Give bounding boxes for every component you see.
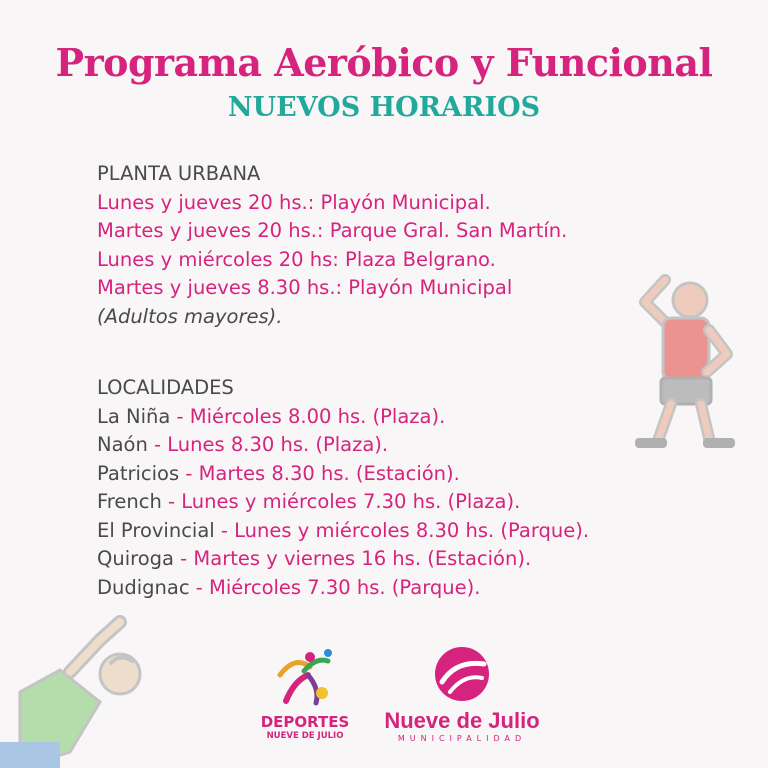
locality-row bbox=[97, 488, 589, 517]
separator: - bbox=[189, 575, 210, 599]
section-heading: PLANTA URBANA bbox=[97, 162, 261, 185]
locality-schedule: Martes 8.30 hs. (Estación). bbox=[198, 461, 460, 485]
locality-schedule: Miércoles 7.30 hs. (Parque). bbox=[209, 575, 481, 599]
page-title: Programa Aeróbico y Funcional bbox=[55, 40, 713, 85]
deportes-emblem-icon bbox=[270, 645, 340, 707]
locality-row bbox=[97, 574, 589, 603]
locality-row bbox=[97, 545, 589, 574]
locality-schedule: Miércoles 8.00 hs. (Plaza). bbox=[189, 404, 446, 428]
separator: - bbox=[214, 518, 235, 542]
schedule-line: Martes y jueves 20 hs.: Parque Gral. San Martín. bbox=[97, 219, 568, 242]
localidades-section bbox=[97, 374, 589, 602]
municipalidad-emblem-icon bbox=[434, 646, 490, 702]
locality-name: Naón bbox=[97, 433, 148, 456]
separator: - bbox=[161, 490, 182, 513]
municipalidad-logo-title: Nueve de Julio bbox=[384, 708, 540, 733]
municipalidad-logo-subtitle: MUNICIPALIDAD bbox=[397, 734, 527, 743]
schedule-line: Lunes y miércoles 20 hs: Plaza Belgrano. bbox=[97, 247, 496, 271]
locality-name: Dudignac bbox=[97, 575, 190, 599]
schedule-line: Martes y jueves 8.30 hs.: Playón Municipal bbox=[97, 276, 513, 299]
municipalidad-logo bbox=[372, 646, 552, 746]
locality-name: La Niña bbox=[97, 404, 171, 428]
locality-schedule: Martes y viernes 16 hs. (Estación). bbox=[193, 547, 532, 570]
locality-row bbox=[97, 460, 589, 489]
locality-row bbox=[97, 517, 589, 546]
stretching-person-illustration bbox=[0, 612, 150, 768]
separator: - bbox=[147, 433, 168, 456]
separator: - bbox=[173, 547, 194, 570]
locality-schedule: Lunes 8.30 hs. (Plaza). bbox=[167, 433, 389, 456]
locality-row bbox=[97, 431, 589, 460]
page-subtitle: NUEVOS HORARIOS bbox=[227, 92, 541, 123]
locality-row bbox=[97, 403, 589, 432]
section-heading: LOCALIDADES bbox=[97, 376, 234, 399]
separator: - bbox=[179, 461, 199, 485]
schedule-note: (Adultos mayores). bbox=[97, 304, 283, 328]
locality-name: El Provincial bbox=[97, 518, 215, 542]
locality-name: French bbox=[97, 490, 162, 513]
separator: - bbox=[170, 404, 190, 428]
locality-schedule: Lunes y miércoles 8.30 hs. (Parque). bbox=[234, 518, 590, 542]
planta-urbana-section bbox=[97, 160, 567, 331]
locality-name: Patricios bbox=[97, 461, 180, 485]
deportes-logo-title: DEPORTES bbox=[260, 713, 350, 731]
schedule-line: Lunes y jueves 20 hs.: Playón Municipal. bbox=[97, 190, 491, 214]
stretching-person-illustration bbox=[615, 262, 745, 462]
deportes-logo-subtitle: NUEVE DE JULIO bbox=[266, 731, 344, 741]
locality-name: Quiroga bbox=[97, 547, 174, 570]
locality-schedule: Lunes y miércoles 7.30 hs. (Plaza). bbox=[181, 490, 521, 513]
deportes-logo bbox=[250, 645, 360, 745]
